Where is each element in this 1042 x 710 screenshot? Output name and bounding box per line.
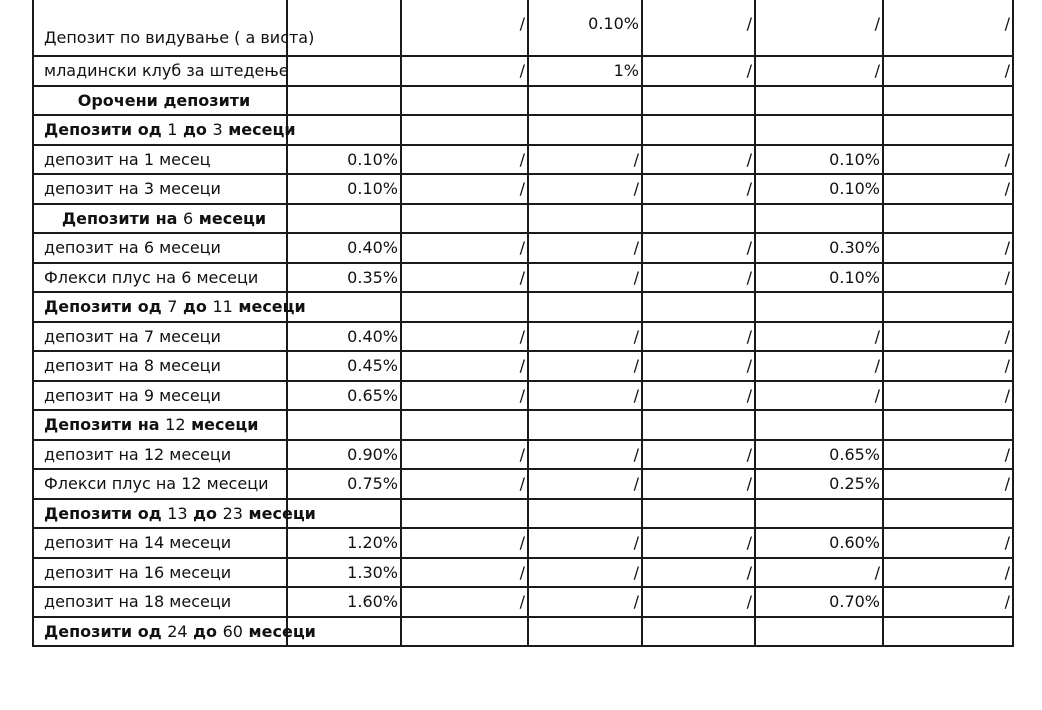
rate-cell: 0.25% [755,469,883,499]
table-row [33,174,1013,204]
table-row [33,381,1013,411]
rate-cell [642,204,755,234]
rate-cell: 0.10% [755,174,883,204]
rate-cell: / [642,351,755,381]
rate-cell [528,410,642,440]
rate-cell: / [883,351,1013,381]
rate-cell [642,86,755,116]
deposit-rates-table [32,0,1014,647]
rate-cell: / [883,263,1013,293]
rate-cell: / [755,0,883,56]
rate-cell [401,86,528,116]
table-row [33,440,1013,470]
rate-cell: / [528,381,642,411]
rate-cell: / [642,558,755,588]
section-title: Депозити на 12 месеци [33,410,287,440]
rate-cell [755,499,883,529]
rate-cell: / [642,56,755,86]
rate-cell: / [642,322,755,352]
rate-cell [287,115,401,145]
deposit-name: депозит на 8 месеци [33,351,287,381]
rate-cell: / [401,558,528,588]
rate-cell: 1% [528,56,642,86]
deposit-name: Флекси плус на 12 месеци [33,469,287,499]
table-row [33,233,1013,263]
rate-cell [883,617,1013,647]
rate-cell: 0.75% [287,469,401,499]
rate-cell [642,115,755,145]
table-row [33,587,1013,617]
rate-cell [528,617,642,647]
rate-cell: / [401,263,528,293]
rate-cell: / [401,174,528,204]
rate-cell: / [642,233,755,263]
rate-cell [755,204,883,234]
rate-cell: 0.10% [528,0,642,56]
deposit-name: Флекси плус на 6 месеци [33,263,287,293]
rate-cell: 1.30% [287,558,401,588]
rate-cell [755,410,883,440]
rate-cell: / [401,528,528,558]
deposit-name: Депозит по видување ( а виста) [33,0,287,56]
rate-cell [528,86,642,116]
rate-cell [528,499,642,529]
section-title: Депозити од 13 до 23 месеци [33,499,287,529]
rate-cell: / [642,0,755,56]
rate-cell [287,204,401,234]
rate-cell [642,499,755,529]
rate-cell: / [528,351,642,381]
rate-cell: / [528,587,642,617]
rate-cell: / [642,440,755,470]
section-title: Депозити од 7 до 11 месеци [33,292,287,322]
rate-cell: / [401,145,528,175]
deposit-name: младински клуб за штедење [33,56,287,86]
deposit-name: депозит на 1 месец [33,145,287,175]
section-header-row [33,86,1013,116]
deposit-name: депозит на 12 месеци [33,440,287,470]
table-row [33,0,1013,56]
rate-cell: / [528,174,642,204]
rate-cell [883,115,1013,145]
rate-cell: 0.70% [755,587,883,617]
rate-cell [528,292,642,322]
rate-cell: / [883,322,1013,352]
rate-cell [883,410,1013,440]
rate-cell [642,410,755,440]
rate-cell: 0.10% [755,145,883,175]
rate-cell: 0.65% [755,440,883,470]
rate-cell: 0.10% [287,174,401,204]
rate-cell [287,410,401,440]
table-row [33,263,1013,293]
rate-cell: / [528,263,642,293]
table-row [33,322,1013,352]
rate-cell: 0.45% [287,351,401,381]
rate-cell: / [642,145,755,175]
rate-cell: / [401,322,528,352]
rate-cell [401,115,528,145]
rate-cell [528,204,642,234]
deposit-name: депозит на 14 месеци [33,528,287,558]
rate-cell: / [883,56,1013,86]
rate-cell: / [755,351,883,381]
rate-cell: / [883,558,1013,588]
rate-cell [755,86,883,116]
rate-cell [401,292,528,322]
rate-cell: / [401,587,528,617]
rate-cell: / [755,558,883,588]
rate-cell: / [883,440,1013,470]
rate-cell: 0.40% [287,322,401,352]
section-title: Депозити од 1 до 3 месеци [33,115,287,145]
rate-cell: / [528,322,642,352]
rate-cell [883,499,1013,529]
rate-cell: / [528,558,642,588]
rate-cell: / [883,174,1013,204]
rate-cell [883,86,1013,116]
section-header-row [33,617,1013,647]
rate-cell: / [401,233,528,263]
rate-cell [287,86,401,116]
rate-cell [287,56,401,86]
rate-cell: / [883,469,1013,499]
rate-cell: 0.65% [287,381,401,411]
rate-cell: / [642,587,755,617]
rate-cell [401,499,528,529]
rate-cell: 1.60% [287,587,401,617]
rate-cell: / [642,263,755,293]
rate-cell: / [401,469,528,499]
rate-cell: / [642,174,755,204]
rate-cell: / [755,322,883,352]
rate-cell: / [528,528,642,558]
deposit-name: депозит на 7 месеци [33,322,287,352]
rate-cell: 0.10% [755,263,883,293]
section-title: Орочени депозити [33,86,287,116]
rate-cell: / [401,381,528,411]
table-row [33,351,1013,381]
deposit-name: депозит на 3 месеци [33,174,287,204]
section-header-row [33,410,1013,440]
rate-cell [528,115,642,145]
table-row [33,528,1013,558]
rate-cell: / [528,233,642,263]
rate-cell: / [883,0,1013,56]
rate-cell [401,410,528,440]
rate-cell [642,617,755,647]
rate-cell [755,292,883,322]
rate-cell: / [883,233,1013,263]
rate-cell: 0.30% [755,233,883,263]
rate-cell: / [528,145,642,175]
rate-cell: 0.90% [287,440,401,470]
table-row [33,145,1013,175]
rate-cell: 0.60% [755,528,883,558]
rate-cell [883,292,1013,322]
rate-cell: / [642,528,755,558]
rate-cell [642,292,755,322]
deposit-name: депозит на 16 месеци [33,558,287,588]
rate-cell: 1.20% [287,528,401,558]
section-header-row [33,292,1013,322]
section-header-row [33,115,1013,145]
rate-cell: 0.40% [287,233,401,263]
rate-cell: 0.10% [287,145,401,175]
rate-cell: / [642,381,755,411]
rate-cell: / [883,528,1013,558]
deposit-name: депозит на 6 месеци [33,233,287,263]
section-header-row [33,204,1013,234]
deposit-name: депозит на 9 месеци [33,381,287,411]
rate-cell: / [755,56,883,86]
rate-cell: / [401,440,528,470]
rate-cell [755,617,883,647]
section-header-row [33,499,1013,529]
rate-cell: 0.35% [287,263,401,293]
section-title: Депозити од 24 до 60 месеци [33,617,287,647]
rate-cell: / [755,381,883,411]
rate-cell: / [883,381,1013,411]
section-title: Депозити на 6 месеци [33,204,287,234]
deposit-name: депозит на 18 месеци [33,587,287,617]
rate-cell: / [883,587,1013,617]
rate-cell [755,115,883,145]
rate-cell: / [883,145,1013,175]
rate-cell: / [642,469,755,499]
table-row [33,56,1013,86]
table-row [33,469,1013,499]
rate-cell: / [401,0,528,56]
rate-cell: / [401,351,528,381]
rate-cell [883,204,1013,234]
rate-cell: / [528,469,642,499]
table-row [33,558,1013,588]
rate-cell [401,204,528,234]
rate-cell [401,617,528,647]
rate-cell: / [401,56,528,86]
rate-cell: / [528,440,642,470]
